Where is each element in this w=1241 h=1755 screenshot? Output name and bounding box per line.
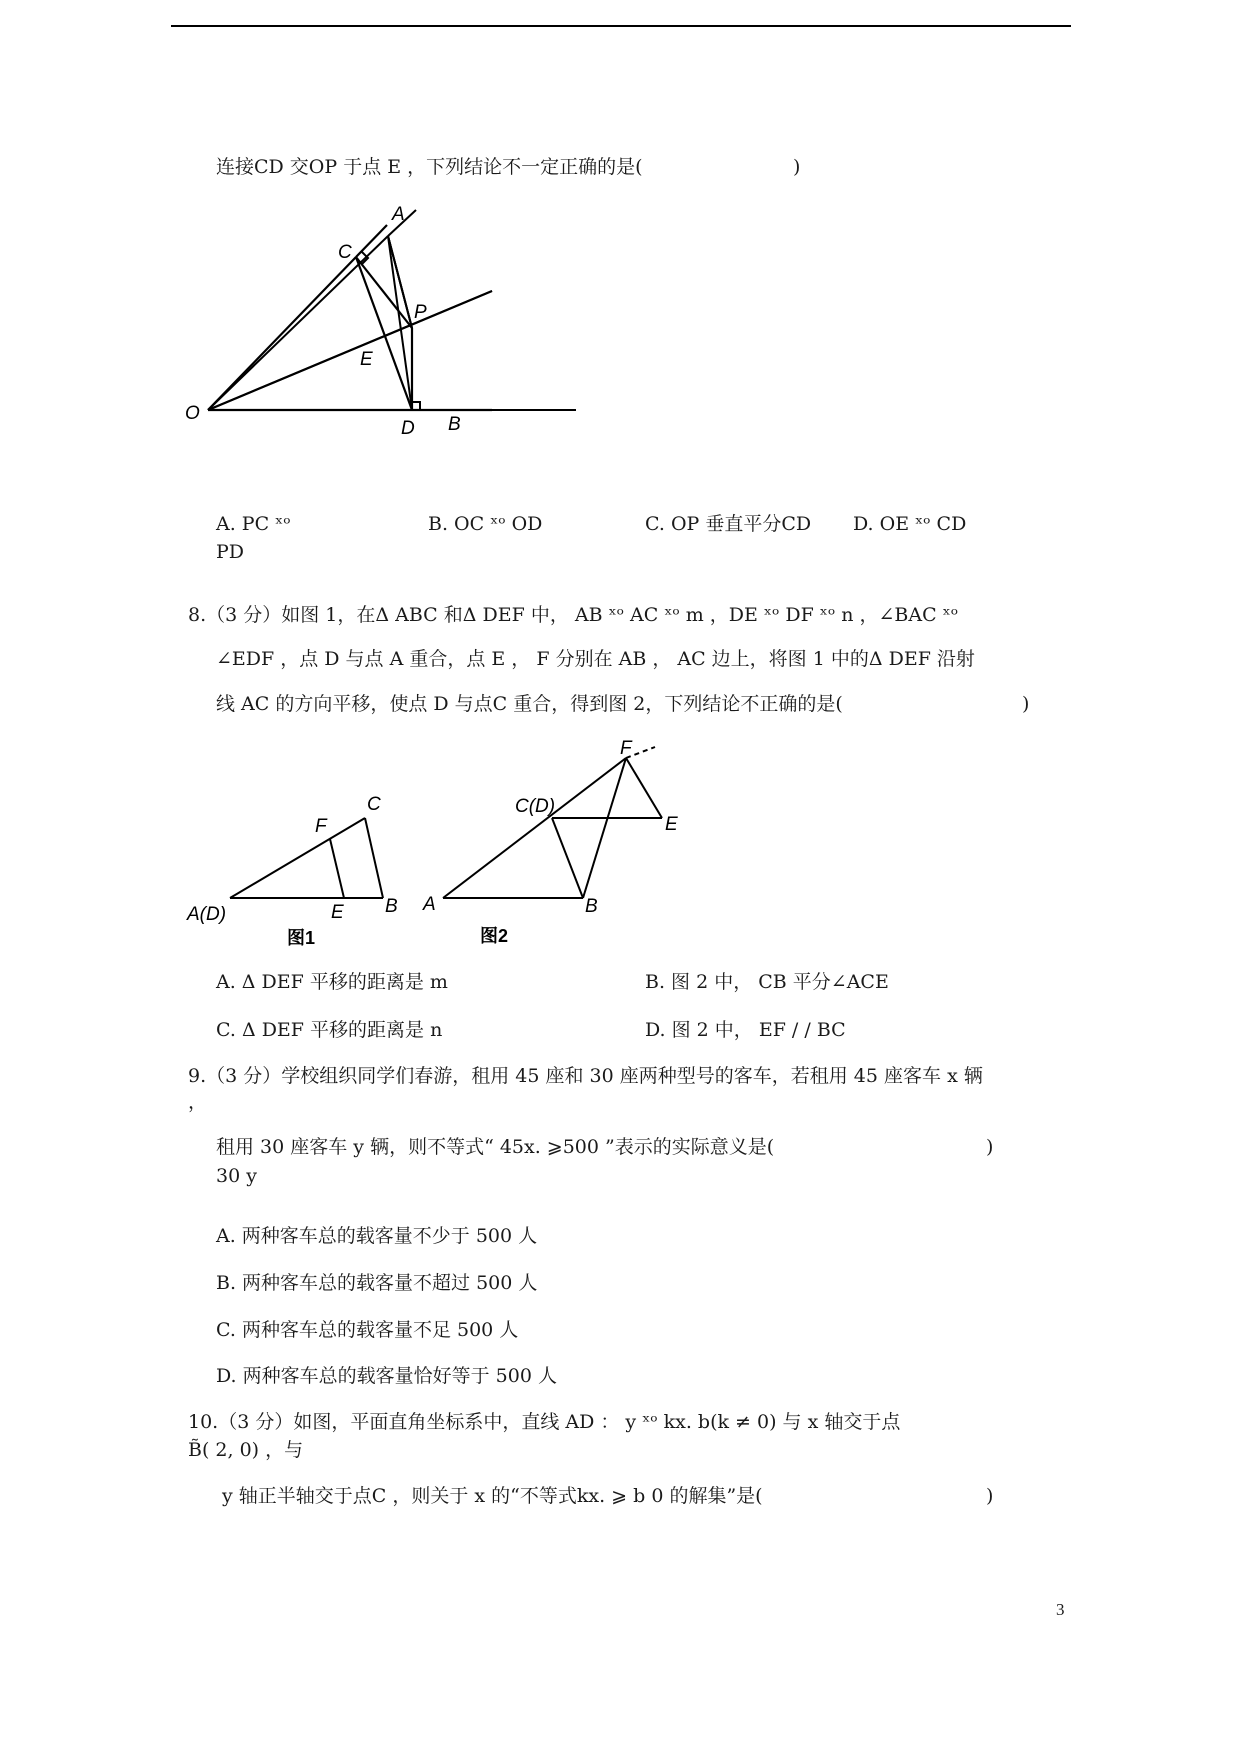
q7-label-e: E [360,349,373,370]
q8-figure-1 [185,770,435,980]
fig2-label-cd: C(D) [515,796,556,817]
q7-label-d: D [401,418,415,439]
q9-line-2-sub: 30 y [216,1165,257,1187]
q7-label-p: P [414,302,427,323]
fig2-caption: 图2 [480,926,509,946]
q7-figure [180,200,520,450]
q8-option-d: D. 图 2 中， EF / / BC [645,1019,846,1041]
q7-stem-close-paren: ) [793,156,801,178]
q7-label-a: A [392,204,405,225]
fig1-caption: 图1 [287,928,316,948]
q8-option-b: B. 图 2 中， CB 平分∠ACE [645,971,889,993]
q10-line-2-close-paren: ) [986,1485,994,1507]
q8-line-2: ∠EDF ，点 D 与点 A 重合，点 E ， F 分别在 AB ， AC 边上，将图 1 中的Δ DEF 沿射 [216,648,975,670]
q9-option-d: D. 两种客车总的载客量恰好等于 500 人 [216,1365,557,1387]
fig2-label-b: B [585,896,598,917]
fig1-label-e: E [331,902,344,923]
q8-line-3: 线 AC 的方向平移，使点 D 与点C 重合，得到图 2，下列结论不正确的是( [216,693,843,715]
q7-label-c: C [338,242,352,263]
fig2-label-a: A [423,894,436,915]
fig1-label-b: B [385,896,398,917]
q7-option-c: C. OP 垂直平分CD [645,513,812,535]
q10-line-1-cont: B̃( 2, 0) ，与 [188,1439,304,1461]
q9-option-c: C. 两种客车总的载客量不足 500 人 [216,1319,519,1341]
q7-stem: 连接CD 交OP 于点 E ，下列结论不一定正确的是( [216,156,643,178]
header-rule [171,25,1071,27]
q8-line-1: 8.（3 分）如图 1，在Δ ABC 和Δ DEF 中， AB ˣᵒ AC ˣᵒ m ，DE ˣᵒ DF ˣᵒ n ，∠BAC ˣᵒ [188,604,959,626]
q7-label-b: B [448,414,461,435]
q8-option-c: C. Δ DEF 平移的距离是 n [216,1019,443,1041]
fig2-label-e: E [665,814,678,835]
q8-line-3-close-paren: ) [1022,693,1030,715]
q9-line-1-cont: ， [188,1091,208,1113]
q8-option-a: A. Δ DEF 平移的距离是 m [216,971,448,993]
q9-line-1: 9.（3 分）学校组织同学们春游，租用 45 座和 30 座两种型号的客车，若租用 45 座客车 x 辆 [188,1065,983,1087]
q7-option-d: D. OE ˣᵒ CD [853,513,967,535]
q7-label-o: O [185,403,200,424]
q10-line-2: y 轴正半轴交于点C ，则关于 x 的“不等式kx. ⩾ b 0 的解集”是( [222,1485,763,1507]
q8-figure-2 [415,740,715,950]
q7-option-a: A. PC ˣᵒ [216,513,291,535]
q9-option-b: B. 两种客车总的载客量不超过 500 人 [216,1272,538,1294]
q7-option-a-cont: PD [216,541,245,563]
q10-line-1: 10.（3 分）如图，平面直角坐标系中，直线 AD ： y ˣᵒ kx. b(k ≠ 0) 与 x 轴交于点 [188,1411,901,1433]
fig2-label-f: F [620,738,632,759]
q7-option-b: B. OC ˣᵒ OD [428,513,543,535]
fig1-label-f: F [315,816,327,837]
fig1-label-c: C [367,794,381,815]
q9-line-2: 租用 30 座客车 y 辆，则不等式“ 45x. ⩾500 ”表示的实际意义是( [216,1136,775,1158]
q9-option-a: A. 两种客车总的载客量不少于 500 人 [216,1225,538,1247]
q9-line-2-close-paren: ) [986,1136,994,1158]
page-number: 3 [1056,1600,1065,1619]
fig1-label-ad: A(D) [187,904,227,925]
